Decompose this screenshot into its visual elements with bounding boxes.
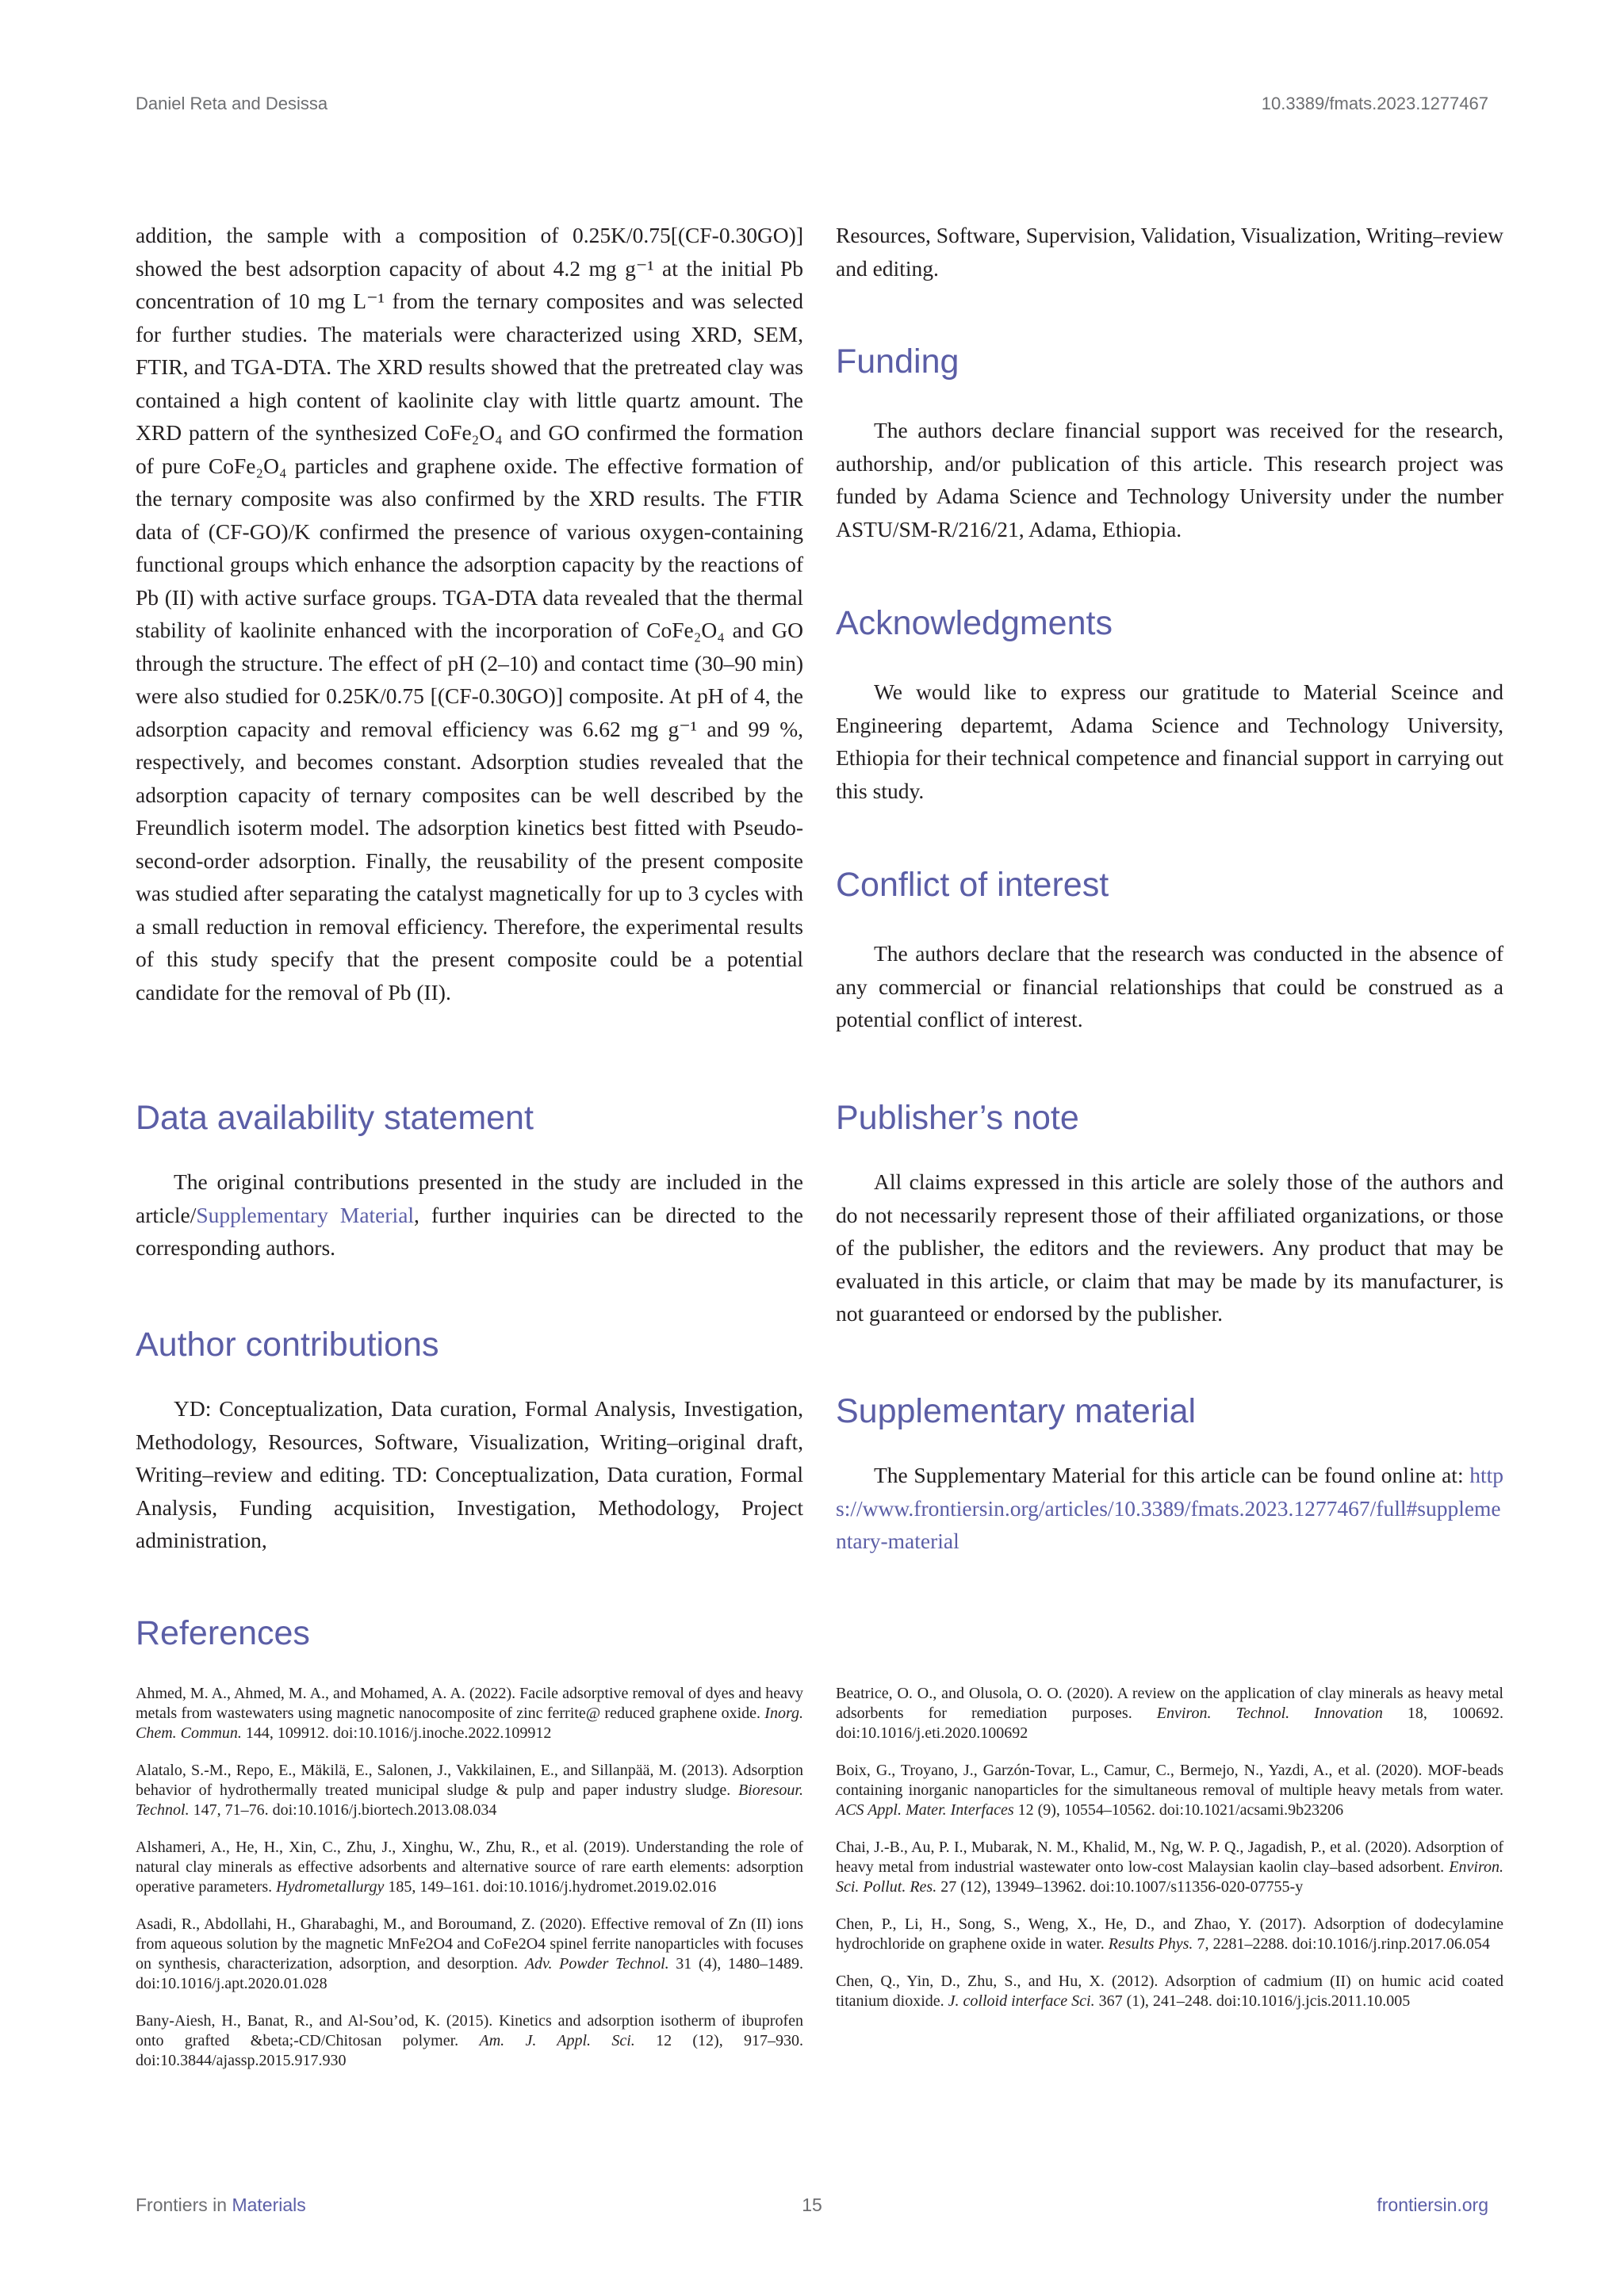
reference-item: Alshameri, A., He, H., Xin, C., Zhu, J., Xinghu, W., Zhu, R., et al. (2019). Understanding the role of natural clay minerals as effective adsorbents and alternative source of rare earth elements: adsorption operative parameters. Hydrometallurgy 185, 149–161. doi:10.1016/j.hydromet.2019.02.016 (136, 1839, 803, 1896)
funding-section (836, 414, 1503, 545)
supplementary-material-heading: Supplementary material (836, 1392, 1197, 1430)
reference-item: Boix, G., Troyano, J., Garzón-Tovar, L., Camur, C., Bermejo, N., Yazdi, A., et al. (2020). MOF-beads containing inorganic nanoparticles for the simultaneous removal of multiple heavy metals from water. ACS Appl. Mater. Interfaces 12 (9), 10554–10562. doi:10.1021/acsami.9b23206 (836, 1762, 1503, 1819)
funding-heading: Funding (836, 342, 959, 381)
footer-journal (136, 2195, 306, 2216)
data-availability-text-1: The original contributions presented in the study are included in the article/ (136, 1169, 803, 1227)
author-contributions-cont-text: Resources, Software, Supervision, Validation, Visualization, Writing–review and editing. (836, 223, 1503, 281)
data-availability-text (136, 1165, 803, 1265)
running-header-doi: 10.3389/fmats.2023.1277467 (1261, 94, 1488, 113)
funding-text: The authors declare financial support was received for the research, authorship, and/or publication of this article. This research project was funded by Adama Science and Technology University under the number ASTU/SM-R/216/21, Adama, Ethiopia. (836, 418, 1503, 541)
author-contributions-text: YD: Conceptualization, Data curation, Formal Analysis, Investigation, Methodology, Resources, Software, Visualization, Writing–original draft, Writing–review and editing. TD: Conceptualization, Data curation, Formal Analysis, Funding acquisition, Investigation, Methodology, Project administration, (136, 1396, 803, 1552)
footer-journal-name: Materials (232, 2195, 306, 2215)
reference-item: Beatrice, O. O., and Olusola, O. O. (2020). A review on the application of clay minerals as heavy metal adsorbents for remediation purposes. Environ. Technol. Innovation 18, 100692. doi:10.1016/j.eti.2020.100692 (836, 1685, 1503, 1742)
supplementary-material-text (836, 1459, 1503, 1558)
data-availability-heading: Data availability statement (136, 1099, 534, 1137)
conflict-of-interest-heading: Conflict of interest (836, 866, 1109, 904)
running-header-authors: Daniel Reta and Desissa (136, 94, 328, 113)
supplementary-material-link[interactable]: Supplementary Material (196, 1202, 415, 1227)
data-availability-section (136, 1165, 803, 1265)
publishers-note-heading: Publisher’s note (836, 1099, 1079, 1137)
references-right-column (836, 1684, 1503, 2029)
acknowledgments-text: We would like to express our gratitude to Material Sceince and Engineering departemt, Adama Science and Technology University, Ethiopia for their technical competence and financial support in carrying out this study. (836, 679, 1503, 803)
publishers-note-text: All claims expressed in this article are solely those of the authors and do not necessarily represent those of their affiliated organizations, or those of the publisher, the editors and the reviewers. Any product that may be evaluated in this article, or claim that may be made by its manufacturer, is not guaranteed or endorsed by the publisher. (836, 1169, 1503, 1326)
conclusion-paragraph: addition, the sample with a composition of 0.25K/0.75[(CF-0.30GO)] showed the best adsorption capacity of about 4.2 mg g⁻¹ at the initial Pb concentration of 10 mg L⁻¹ from the ternary composites and was selected for further studies. The materials were characterized using XRD, SEM, FTIR, and TGA-DTA. The XRD results showed that the pretreated clay was contained a high content of kaolinite clay with little quartz amount. The XRD pattern of the synthesized CoFe₂O₄ and GO confirmed the formation of pure CoFe₂O₄ particles and graphene oxide. The effective formation of the ternary composite was also confirmed by the XRD results. The FTIR data of (CF-GO)/K confirmed the presence of various oxygen-containing functional groups which enhance the adsorption capacity by the reactions of Pb (II) with active surface groups. TGA-DTA data revealed that the thermal stability of kaolinite enhanced with the incorporation of CoFe₂O₄ and GO through the structure. The effect of pH (2–10) and contact time (30–90 min) were also studied for 0.25K/0.75 [(CF-0.30GO)] composite. At pH of 4, the adsorption capacity and removal efficiency was 6.62 mg g⁻¹ and 99 %, respectively, and becomes constant. Adsorption studies revealed that the adsorption capacity of ternary composites can be well described by the Freundlich isoterm model. The adsorption kinetics best fitted with Pseudo-second-order adsorption. Finally, the reusability of the present composite was studied after separating the catalyst magnetically for up to 3 cycles with a small reduction in removal efficiency. Therefore, the experimental results of this study specify that the present composite could be a potential candidate for the removal of Pb (II). (136, 223, 803, 1004)
reference-item: Asadi, R., Abdollahi, H., Gharabaghi, M., and Boroumand, Z. (2020). Effective removal of Zn (II) ions from aqueous solution by the magnetic MnFe2O4 and CoFe2O4 spinel ferrite nanoparticles with focuses on synthesis, characterization, adsorption, and desorption. Adv. Powder Technol. 31 (4), 1480–1489. doi:10.1016/j.apt.2020.01.028 (136, 1915, 803, 1992)
references-heading: References (136, 1614, 310, 1652)
footer-site-link[interactable]: frontiersin.org (1377, 2195, 1488, 2215)
references-left-column (136, 1684, 803, 2088)
acknowledgments-section (836, 675, 1503, 807)
reference-item: Chen, Q., Yin, D., Zhu, S., and Hu, X. (2012). Adsorption of cadmium (II) on humic acid coated titanium dioxide. J. colloid interface Sci. 367 (1), 241–248. doi:10.1016/j.jcis.2011.10.005 (836, 1973, 1503, 2010)
left-column (136, 219, 803, 1008)
conflict-of-interest-section (836, 937, 1503, 1036)
reference-item: Alatalo, S.-M., Repo, E., Mäkilä, E., Salonen, J., Vakkilainen, E., and Sillanpää, M. (2013). Adsorption behavior of hydrothermally treated municipal sludge & pulp and paper industry sludge. Bioresour. Technol. 147, 71–76. doi:10.1016/j.biortech.2013.08.034 (136, 1762, 803, 1819)
reference-item: Ahmed, M. A., Ahmed, M. A., and Mohamed, A. A. (2022). Facile adsorptive removal of dyes and heavy metals from wastewaters using magnetic nanocomposite of zinc ferrite@ reduced graphene oxide. Inorg. Chem. Commun. 144, 109912. doi:10.1016/j.inoche.2022.109912 (136, 1685, 803, 1742)
author-contributions-heading: Author contributions (136, 1326, 439, 1364)
page-number: 15 (802, 2195, 822, 2215)
supplementary-material-url[interactable]: https://www.frontiersin.org/articles/10.3389/fmats.2023.1277467/full#supplementary-material (836, 1463, 1503, 1553)
reference-item: Chen, P., Li, H., Song, S., Weng, X., He, D., and Zhao, Y. (2017). Adsorption of dodecylamine hydrochloride on graphene oxide in water. Results Phys. 7, 2281–2288. doi:10.1016/j.rinp.2017.06.054 (836, 1915, 1503, 1953)
conflict-of-interest-text: The authors declare that the research was conducted in the absence of any commercial or financial relationships that could be construed as a potential conflict of interest. (836, 941, 1503, 1031)
author-contributions-section (136, 1392, 803, 1557)
supplementary-material-lead: The Supplementary Material for this article can be found online at: (874, 1463, 1470, 1487)
reference-item: Bany-Aiesh, H., Banat, R., and Al-Sou’od, K. (2015). Kinetics and adsorption isotherm of ibuprofen onto grafted &beta;-CD/Chitosan polymer. Am. J. Appl. Sci. 12 (12), 917–930. doi:10.3844/ajassp.2015.917.930 (136, 2012, 804, 2069)
reference-item: Chai, J.-B., Au, P. I., Mubarak, N. M., Khalid, M., Ng, W. P. Q., Jagadish, P., et al. (2020). Adsorption of heavy metal from industrial wastewater onto low-cost Malaysian kaolin clay–based adsorbent. Environ. Sci. Pollut. Res. 27 (12), 13949–13962. doi:10.1007/s11356-020-07755-y (836, 1839, 1503, 1896)
acknowledgments-heading: Acknowledgments (836, 604, 1113, 642)
supplementary-material-section (836, 1459, 1503, 1558)
author-contributions-continued (836, 219, 1503, 285)
publishers-note-section (836, 1165, 1503, 1330)
footer-journal-prefix: Frontiers in (136, 2195, 228, 2215)
data-availability-text-2: , further inquiries can be directed to the corresponding authors. (136, 1202, 804, 1260)
